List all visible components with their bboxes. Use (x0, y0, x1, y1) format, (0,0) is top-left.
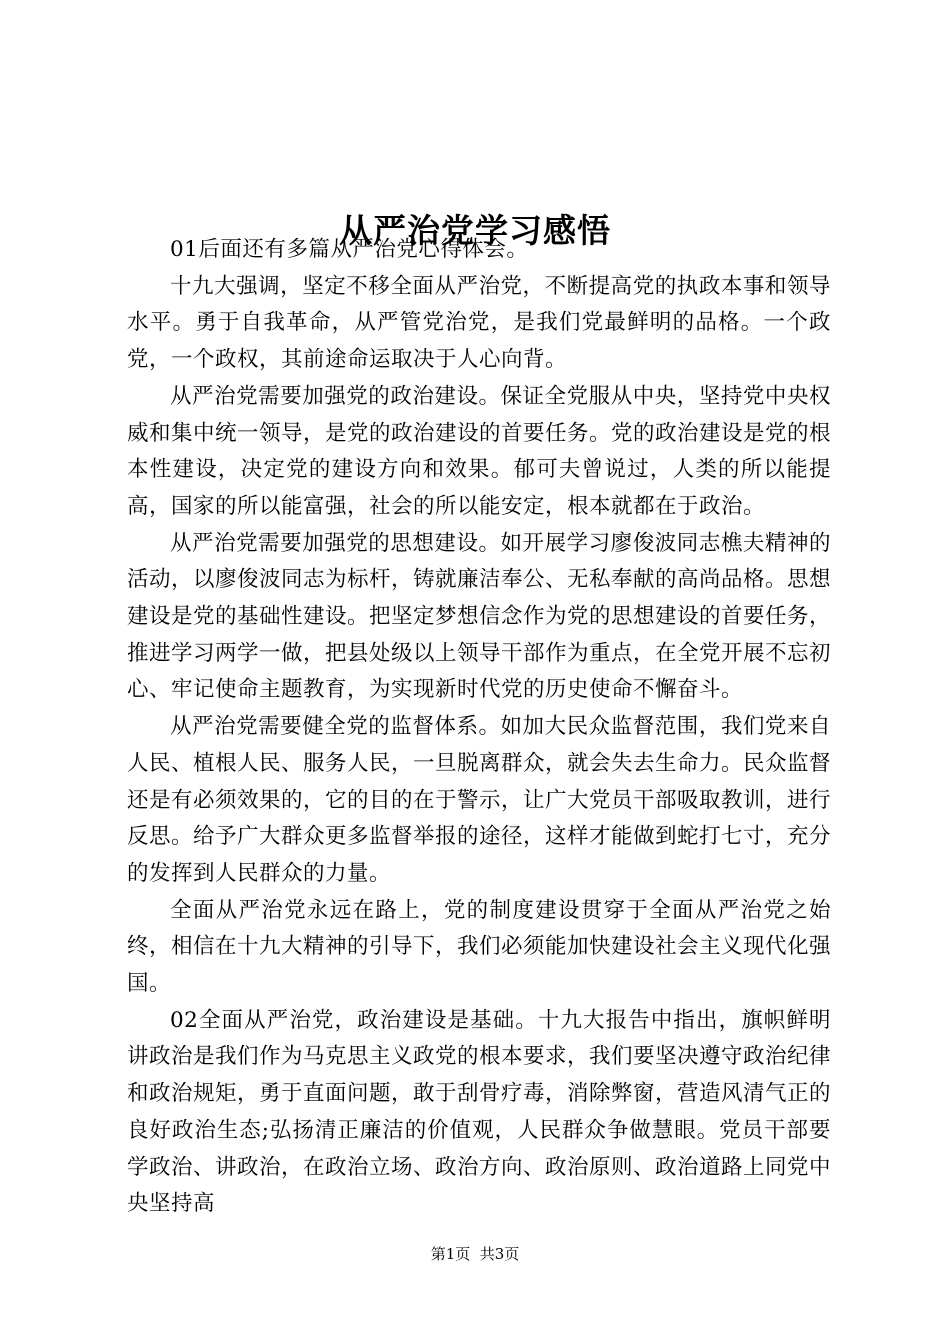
paragraph-4: 从严治党需要加强党的思想建设。如开展学习廖俊波同志樵夫精神的活动，以廖俊波同志为标杆，铸就廉洁奉公、无私奉献的高尚品格。思想建设是党的基础性建设。把坚定梦想信念作为党的思想建设的首要任务，推进学习两学一做，把县处级以上领导干部作为重点，在全党开展不忘初心、牢记使命主题教育，为实现新时代党的历史使命不懈奋斗。 (127, 530, 832, 703)
paragraph-7: 02全面从严治党，政治建设是基础。十九大报告中指出，旗帜鲜明讲政治是我们作为马克思主义政党的根本要求，我们要坚决遵守政治纪律和政治规矩，勇于直面问题，敢于刮骨疗毒，消除弊窗，营造风清气正的良好政治生态;弘扬清正廉洁的价值观，人民群众争做慧眼。党员干部要学政治、讲政治，在政治立场、政治方向、政治原则、政治道路上同党中央坚持高 (127, 1007, 832, 1217)
paragraph-3: 从严治党需要加强党的政治建设。保证全党服从中央，坚持党中央权威和集中统一领导，是党的政治建设的首要任务。党的政治建设是党的根本性建设，决定党的建设方向和效果。郁可夫曾说过，人类的所以能提高，国家的所以能富强，社会的所以能安定，根本就都在于政治。 (127, 383, 832, 519)
paragraph-6: 全面从严治党永远在路上，党的制度建设贯穿于全面从严治党之始终，相信在十九大精神的引导下，我们必须能加快建设社会主义现代化强国。 (127, 897, 832, 997)
paragraph-1: 01后面还有多篇从严治党心得体会。 (170, 237, 529, 262)
page-number: 第1页 共3页 (430, 1245, 520, 1263)
paragraph-5: 从严治党需要健全党的监督体系。如加大民众监督范围，我们党来自人民、植根人民、服务人民，一旦脱离群众，就会失去生命力。民众监督还是有必须效果的，它的目的在于警示，让广大党员干部吸取教训，进行反思。给予广大群众更多监督举报的途径，这样才能做到蛇打七寸，充分的发挥到人民群众的力量。 (127, 714, 832, 886)
paragraph-2: 十九大强调，坚定不移全面从严治党，不断提高党的执政本事和领导水平。勇于自我革命，从严管党治党，是我们党最鲜明的品格。一个政党，一个政权，其前途命运取决于人心向背。 (127, 273, 831, 373)
document-title: 从严治党学习感悟 (339, 211, 611, 251)
page-footer (0, 1244, 950, 1264)
document-body (127, 232, 831, 1223)
